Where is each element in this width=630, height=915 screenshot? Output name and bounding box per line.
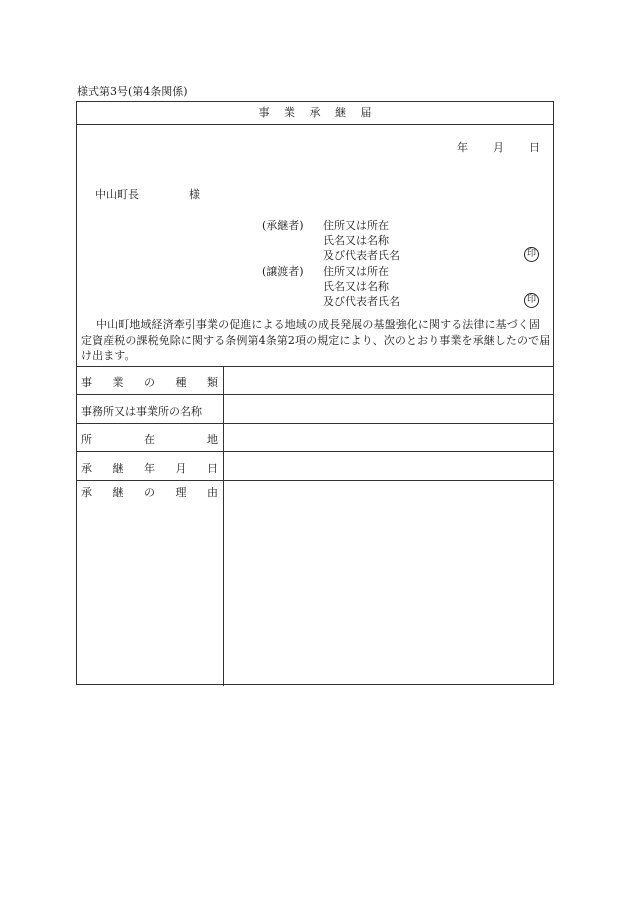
title-char: 承: [309, 106, 321, 119]
office-name-label: 事務所又は事業所の名称: [81, 405, 202, 418]
successor-seal-icon: 印: [524, 247, 539, 262]
form-title: [77, 102, 553, 125]
title-char: 継: [335, 106, 346, 119]
transferor-representative-label: 及び代表者氏名: [323, 295, 400, 308]
addressee-suffix: 様: [189, 188, 200, 201]
successor-representative-label: 及び代表者氏名: [323, 249, 400, 262]
form-number-caption: 様式第3号(第4条関係): [77, 85, 188, 98]
successor-name-label: 氏名又は名称: [323, 234, 389, 247]
field-table: [76, 366, 554, 686]
date-month-label: 月: [493, 141, 504, 154]
transferor-seal-icon: 印: [524, 293, 539, 308]
succession-date-label: 承 継 年 月 日: [81, 462, 218, 475]
business-type-label: 事 業 の 種 類: [81, 376, 218, 389]
transferor-address-label: 住所又は所在: [323, 265, 389, 278]
title-char: 事: [258, 106, 270, 119]
business-type-row[interactable]: [76, 366, 554, 394]
succession-date-row[interactable]: [76, 451, 554, 480]
succession-reason-label: 承 継 の 理 由: [81, 486, 218, 499]
title-char: 業: [284, 106, 295, 119]
successor-address-label: 住所又は所在: [323, 219, 389, 232]
succession-notification-form: [76, 101, 554, 685]
addressee-name: 中山町長: [95, 188, 139, 201]
succession-reason-row[interactable]: [76, 480, 554, 686]
location-label: 所 在 地: [81, 433, 218, 446]
title-char: 届: [360, 106, 372, 119]
successor-label: (承継者): [262, 219, 304, 232]
location-row[interactable]: [76, 423, 554, 451]
office-name-row[interactable]: [76, 394, 554, 423]
transferor-name-label: 氏名又は名称: [323, 280, 389, 293]
notification-body-text: 中山町地域経済牽引事業の促進による地域の成長発展の基盤強化に関する法律に基づく固定資産税の課税免除に関する条例第4条第2項の規定により、次のとおり事業を承継したので届け出ます。: [81, 318, 551, 362]
date-year-label: 年: [457, 141, 468, 154]
date-day-label: 日: [529, 141, 540, 154]
transferor-label: (譲渡者): [262, 265, 304, 278]
